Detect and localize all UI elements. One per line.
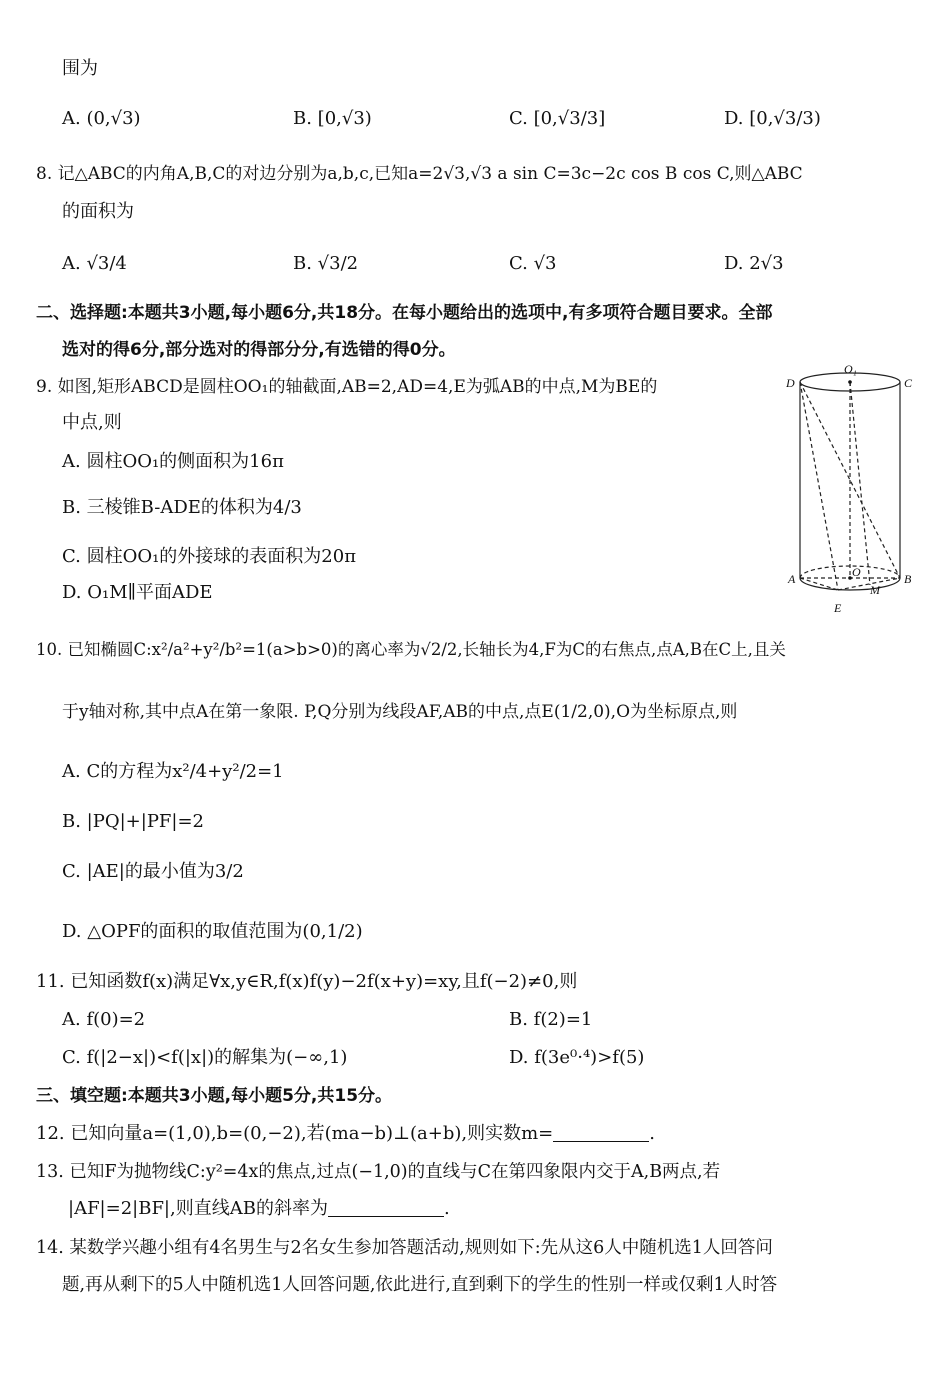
q7-stem-tail: 围为 [62,58,98,79]
q10-stem-line2: 于y轴对称,其中点A在第一象限. P,Q分别为线段AF,AB的中点,点E(1/2,0),O为坐标原点,则 [62,702,738,722]
q11-option-b: B. f(2)=1 [509,1009,593,1030]
q8-option-a: A. √3/4 [62,253,127,274]
q8-stem-line1: 8. 记△ABC的内角A,B,C的对边分别为a,b,c,已知a=2√3,√3 a sin C=3c−2c cos B cos C,则△ABC [36,164,803,184]
q11-option-d: D. f(3e⁰·⁴)>f(5) [509,1047,645,1068]
q7-option-c: C. [0,√3/3] [509,108,606,129]
q8-option-b: B. √3/2 [293,253,359,274]
q13-answer-blank[interactable] [328,1198,444,1217]
q9-option-d: D. O₁M∥平面ADE [62,582,213,603]
q12-stem: 12. 已知向量a=(1,0),b=(0,−2),若(ma−b)⊥(a+b),则实数m= [36,1123,554,1144]
q14-line2: 题,再从剩下的5人中随机选1人回答问题,依此进行,直到剩下的学生的性别一样或仅剩1人时答 [62,1275,778,1295]
label-o: O [852,565,861,579]
q12-end: . [649,1123,655,1144]
label-d: D [786,376,795,390]
q9-option-a: A. 圆柱OO₁的侧面积为16π [62,451,284,472]
cylinder-figure [786,360,918,618]
q14-line1: 14. 某数学兴趣小组有4名男生与2名女生参加答题活动,规则如下:先从这6人中随机选1人回答问 [36,1238,773,1258]
q7-option-a: A. (0,√3) [62,108,141,129]
q8-option-d: D. 2√3 [724,253,784,274]
q9-option-b: B. 三棱锥B-ADE的体积为4/3 [62,497,302,518]
q8-option-c: C. √3 [509,253,557,274]
q13-line2: |AF|=2|BF|,则直线AB的斜率为 [68,1198,328,1219]
label-b: B [904,572,912,586]
q10-stem-line1: 10. 已知椭圆C:x²/a²+y²/b²=1(a>b>0)的离心率为√2/2,长轴长为4,F为C的右焦点,点A,B在C上,且关 [36,640,786,659]
label-a: A [788,572,796,586]
section2-heading-line2: 选对的得6分,部分选对的得部分分,有选错的得0分。 [62,340,456,360]
q9-stem-line2: 中点,则 [62,412,122,433]
point-o1 [848,380,852,384]
q8-stem-line2: 的面积为 [62,201,134,222]
label-e: E [834,601,842,615]
label-c: C [904,376,913,390]
q13-line2-wrap [68,1197,450,1221]
q10-option-b: B. |PQ|+|PF|=2 [62,811,205,832]
q7-option-d: D. [0,√3/3) [724,108,821,129]
section3-heading: 三、填空题:本题共3小题,每小题5分,共15分。 [36,1086,393,1106]
q10-option-a: A. C的方程为x²/4+y²/2=1 [62,761,284,782]
q9-option-c: C. 圆柱OO₁的外接球的表面积为20π [62,546,357,567]
q12-line [36,1122,655,1146]
q11-option-a: A. f(0)=2 [62,1009,146,1030]
q13-end: . [443,1198,450,1219]
section2-heading-line1: 二、选择题:本题共3小题,每小题6分,共18分。在每小题给出的选项中,有多项符合题目要求。全部 [36,303,773,323]
q11-stem: 11. 已知函数f(x)满足∀x,y∈R,f(x)f(y)−2f(x+y)=xy,且f(−2)≠0,则 [36,971,578,992]
segment-o1m [850,382,870,585]
label-m: M [870,583,880,597]
q12-answer-blank[interactable] [553,1123,649,1142]
q7-option-b: B. [0,√3) [293,108,372,129]
label-o1: O₁ [844,362,857,376]
segment-de [800,382,838,590]
q10-option-c: C. |AE|的最小值为3/2 [62,861,244,882]
q10-option-d: D. △OPF的面积的取值范围为(0,1/2) [62,921,363,942]
q11-option-c: C. f(|2−x|)<f(|x|)的解集为(−∞,1) [62,1047,348,1068]
q9-stem-line1: 9. 如图,矩形ABCD是圆柱OO₁的轴截面,AB=2,AD=4,E为弧AB的中点,M为BE的 [36,377,658,397]
q13-line1: 13. 已知F为抛物线C:y²=4x的焦点,过点(−1,0)的直线与C在第四象限内交于A,B两点,若 [36,1162,721,1182]
